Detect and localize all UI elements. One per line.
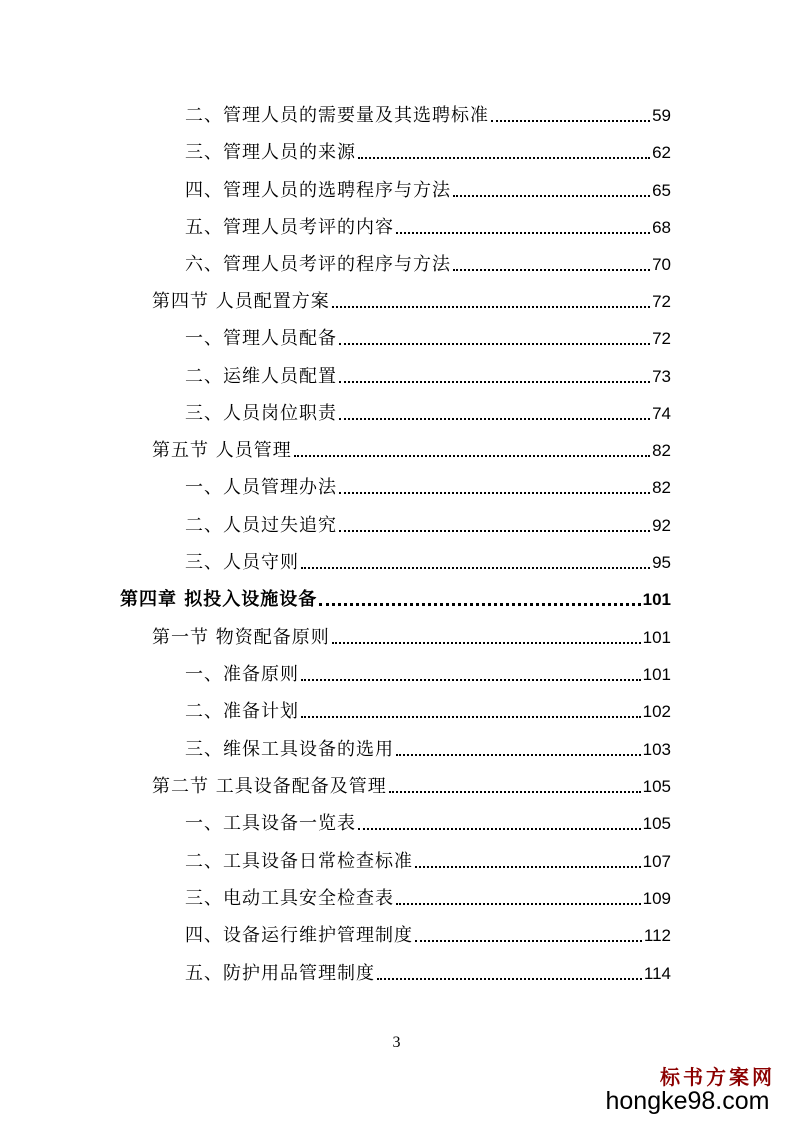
dot-leader	[396, 903, 641, 905]
toc-entry-page: 112	[643, 926, 671, 945]
dot-leader	[415, 940, 642, 942]
dot-leader	[377, 978, 642, 980]
toc-entry-page: 73	[652, 367, 671, 386]
dot-leader	[339, 530, 650, 532]
toc-entry-title: 二、管理人员的需要量及其选聘标准	[185, 105, 489, 126]
toc-entry-title: 二、运维人员配置	[185, 366, 337, 387]
toc-entry-page: 72	[652, 329, 671, 348]
dot-leader	[453, 195, 650, 197]
toc-entry-title: 一、人员管理办法	[185, 477, 337, 498]
toc-entry-page: 103	[642, 740, 671, 759]
toc-entry-title: 五、防护用品管理制度	[185, 963, 375, 984]
dot-leader	[294, 455, 650, 457]
toc-entry-title: 一、准备原则	[185, 664, 299, 685]
toc-entry-title: 第一节 物资配备原则	[152, 627, 330, 648]
toc-entry[interactable]	[185, 322, 671, 350]
dot-leader	[453, 269, 650, 271]
toc-entry[interactable]	[185, 546, 671, 574]
toc-entry[interactable]	[185, 509, 671, 537]
toc-entry-title: 三、人员岗位职责	[185, 403, 337, 424]
toc-entry-page: 68	[652, 218, 671, 237]
toc-entry-page: 101	[642, 590, 671, 609]
toc-entry[interactable]	[185, 919, 671, 947]
toc-entry-page: 101	[642, 665, 671, 684]
watermark	[600, 1066, 775, 1114]
toc-entry[interactable]	[152, 285, 671, 313]
dot-leader	[396, 754, 641, 756]
toc-entry-title: 二、准备计划	[185, 701, 299, 722]
toc-entry-page: 102	[642, 702, 671, 721]
toc-entry[interactable]	[185, 658, 671, 686]
watermark-site-name: 标书方案网	[660, 1065, 775, 1089]
toc-entry[interactable]	[185, 957, 671, 985]
toc-entry-title: 一、工具设备一览表	[185, 813, 356, 834]
dot-leader	[358, 828, 641, 830]
toc-entry-title: 三、人员守则	[185, 552, 299, 573]
dot-leader	[332, 642, 641, 644]
dot-leader	[339, 418, 650, 420]
toc-entry-page: 95	[652, 553, 671, 572]
toc-entry[interactable]	[185, 248, 671, 276]
toc-entry[interactable]	[185, 807, 671, 835]
dot-leader	[339, 343, 650, 345]
toc-entry[interactable]	[152, 434, 671, 462]
dot-leader	[396, 232, 650, 234]
toc-entry-page: 107	[642, 852, 671, 871]
dot-leader	[332, 306, 650, 308]
dot-leader	[301, 679, 641, 681]
toc-entry-title: 一、管理人员配备	[185, 328, 337, 349]
toc-entry-title: 五、管理人员考评的内容	[185, 217, 394, 238]
toc-entry-title: 六、管理人员考评的程序与方法	[185, 254, 451, 275]
toc-entry-page: 109	[642, 889, 671, 908]
toc-entry-title: 二、工具设备日常检查标准	[185, 851, 413, 872]
toc-entry-page: 114	[643, 964, 671, 983]
toc-entry-page: 101	[642, 628, 671, 647]
toc-entry[interactable]	[185, 882, 671, 910]
toc-entry[interactable]	[152, 770, 671, 798]
toc-entry-page: 59	[652, 106, 671, 125]
dot-leader	[339, 492, 650, 494]
toc-entry-title: 第二节 工具设备配备及管理	[152, 776, 387, 797]
dot-leader	[319, 603, 640, 606]
toc-entry[interactable]	[185, 136, 671, 164]
dot-leader	[415, 866, 641, 868]
toc-entry[interactable]	[185, 211, 671, 239]
toc-chapter-entry[interactable]	[120, 583, 671, 611]
toc-entry[interactable]	[185, 471, 671, 499]
toc-entry-page: 92	[652, 516, 671, 535]
toc-entry[interactable]	[152, 621, 671, 649]
toc-entry-page: 82	[652, 478, 671, 497]
dot-leader	[491, 120, 650, 122]
toc-entry-title: 第五节 人员管理	[152, 440, 292, 461]
dot-leader	[301, 567, 650, 569]
toc-entry-page: 62	[652, 143, 671, 162]
dot-leader	[389, 791, 641, 793]
toc-entry-title: 二、人员过失追究	[185, 515, 337, 536]
toc-entry-title: 四、设备运行维护管理制度	[185, 925, 413, 946]
toc-entry-title: 第四节 人员配置方案	[152, 291, 330, 312]
toc-entry-title: 三、维保工具设备的选用	[185, 739, 394, 760]
toc-entry-title: 四、管理人员的选聘程序与方法	[185, 180, 451, 201]
toc-entry-page: 70	[652, 255, 671, 274]
dot-leader	[339, 381, 650, 383]
toc-entry-title: 三、管理人员的来源	[185, 142, 356, 163]
toc-entry-page: 105	[642, 814, 671, 833]
toc-entry-page: 72	[652, 292, 671, 311]
dot-leader	[358, 157, 650, 159]
toc-entry-title: 第四章 拟投入设施设备	[120, 589, 318, 610]
toc-entry[interactable]	[185, 174, 671, 202]
toc-entry-page: 74	[652, 404, 671, 423]
toc-entry[interactable]	[185, 397, 671, 425]
toc-entry[interactable]	[185, 695, 671, 723]
toc-entry-page: 82	[652, 441, 671, 460]
toc-entry[interactable]	[185, 845, 671, 873]
toc-entry-page: 105	[642, 777, 671, 796]
toc-entry[interactable]	[185, 99, 671, 127]
watermark-url: hongke98.com	[605, 1087, 770, 1115]
dot-leader	[301, 716, 641, 718]
toc-entry-title: 三、电动工具安全检查表	[185, 888, 394, 909]
toc-entry-page: 65	[652, 181, 671, 200]
toc-entry[interactable]	[185, 360, 671, 388]
page-number: 3	[392, 1034, 401, 1051]
toc-entry[interactable]	[185, 733, 671, 761]
